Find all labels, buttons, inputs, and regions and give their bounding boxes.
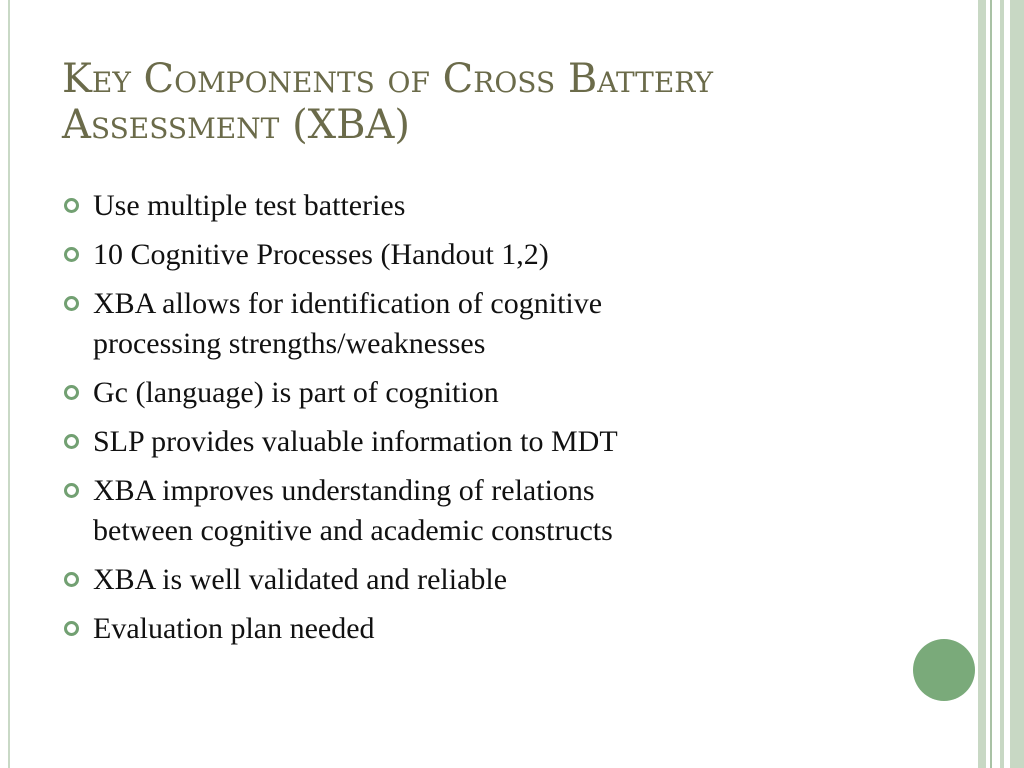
- bullet-text: Gc (language) is part of cognition: [93, 376, 499, 409]
- slide-title-line: Assessment (XBA): [62, 102, 411, 148]
- bullet-item: [64, 235, 944, 275]
- bullet-text: Use multiple test batteries: [93, 189, 406, 222]
- bullet-item: [64, 373, 944, 413]
- bullet-item: [64, 284, 944, 364]
- bullet-ring-icon: [64, 572, 79, 587]
- bullet-item: [64, 609, 944, 649]
- right-decorative-band: [992, 0, 1000, 768]
- slide-title-line: Key Components of Cross Battery: [62, 56, 713, 102]
- bullet-ring-icon: [64, 198, 79, 213]
- right-decorative-band: [1010, 0, 1024, 768]
- right-decorative-band: [978, 0, 986, 768]
- bullet-item: [64, 186, 944, 226]
- bullet-text: XBA improves understanding of relations: [93, 474, 595, 507]
- decorative-circle: [913, 639, 975, 701]
- bullet-ring-icon: [64, 621, 79, 636]
- bullet-ring-icon: [64, 483, 79, 498]
- left-border-line: [8, 0, 10, 768]
- bullet-text: XBA allows for identification of cognitive: [93, 287, 603, 320]
- bullet-text-continuation: between cognitive and academic constructs: [93, 514, 613, 547]
- bullet-ring-icon: [64, 434, 79, 449]
- bullet-text-continuation: processing strengths/weaknesses: [93, 327, 486, 360]
- bullet-text: 10 Cognitive Processes (Handout 1,2): [93, 238, 549, 271]
- bullet-item: [64, 422, 944, 462]
- bullet-ring-icon: [64, 247, 79, 262]
- bullet-text: Evaluation plan needed: [93, 612, 375, 645]
- bullet-item: [64, 560, 944, 600]
- slide-title: [62, 56, 922, 148]
- bullet-text: XBA is well validated and reliable: [93, 563, 508, 596]
- bullet-text: SLP provides valuable information to MDT: [93, 425, 618, 458]
- bullet-ring-icon: [64, 296, 79, 311]
- bullet-list: [64, 186, 944, 658]
- bullet-item: [64, 471, 944, 551]
- bullet-ring-icon: [64, 385, 79, 400]
